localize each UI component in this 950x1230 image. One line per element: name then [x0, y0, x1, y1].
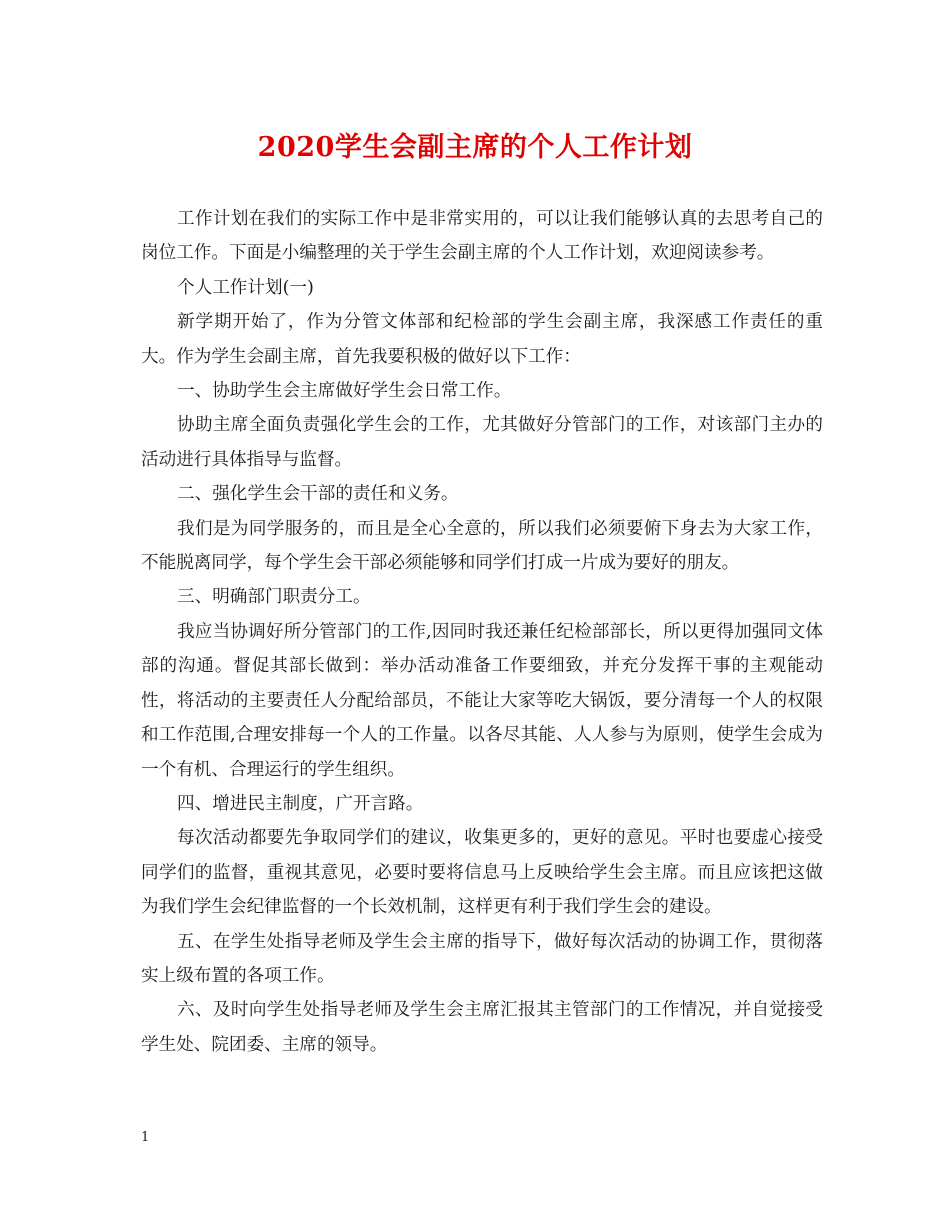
item-6: 六、及时向学生处指导老师及学生会主席汇报其主管部门的工作情况，并自觉接受学生处、院团委、主席的领导。	[141, 1000, 823, 1055]
item-heading-1: 一、协助学生会主席做好学生会日常工作。	[177, 381, 512, 402]
page-number: 1	[141, 1130, 150, 1145]
paragraph-opening: 新学期开始了，作为分管文体部和纪检部的学生会副主席，我深感工作责任的重大。作为学生会副主席，首先我要积极的做好以下工作：	[141, 312, 823, 367]
item-body-3: 我应当协调好所分管部门的工作,因同时我还兼任纪检部部长，所以更得加强同文体部的沟通。督促其部长做到：举办活动准备工作要细致，并充分发挥干事的主观能动性，将活动的主要责任人分配给部员，不能让大家等吃大锅饭，要分清每一个人的权限和工作范围,合理安排每一个人的工作量。以各尽其能、人人参与为原则，使学生会成为一个有机、合理运行的学生组织。	[141, 621, 823, 780]
item-body-2: 我们是为同学服务的，而且是全心全意的，所以我们必须要俯下身去为大家工作，不能脱离同学，每个学生会干部必须能够和同学们打成一片成为要好的朋友。	[141, 518, 823, 574]
item-heading-4: 四、增进民主制度，广开言路。	[177, 793, 424, 814]
item-body-4: 每次活动都要先争取同学们的建议，收集更多的，更好的意见。平时也要虚心接受同学们的监督，重视其意见，必要时要将信息马上反映给学生会主席。而且应该把这做为我们学生会纪律监督的一个长效机制，这样更有利于我们学生会的建设。	[141, 828, 823, 918]
item-body-1: 协助主席全面负责强化学生会的工作，尤其做好分管部门的工作，对该部门主办的活动进行具体指导与监督。	[141, 415, 823, 470]
document-title: 2020学生会副主席的个人工作计划	[257, 132, 693, 163]
item-heading-2: 二、强化学生会干部的责任和义务。	[177, 484, 459, 505]
item-5: 五、在学生处指导老师及学生会主席的指导下，做好每次活动的协调工作，贯彻落实上级布置的各项工作。	[141, 931, 823, 986]
section-heading-plan-1: 个人工作计划(一)	[177, 277, 314, 298]
document-body	[141, 202, 823, 1062]
paragraph-intro: 工作计划在我们的实际工作中是非常实用的，可以让我们能够认真的去思考自己的岗位工作。下面是小编整理的关于学生会副主席的个人工作计划，欢迎阅读参考。	[141, 209, 823, 264]
item-heading-3: 三、明确部门职责分工。	[177, 587, 371, 608]
